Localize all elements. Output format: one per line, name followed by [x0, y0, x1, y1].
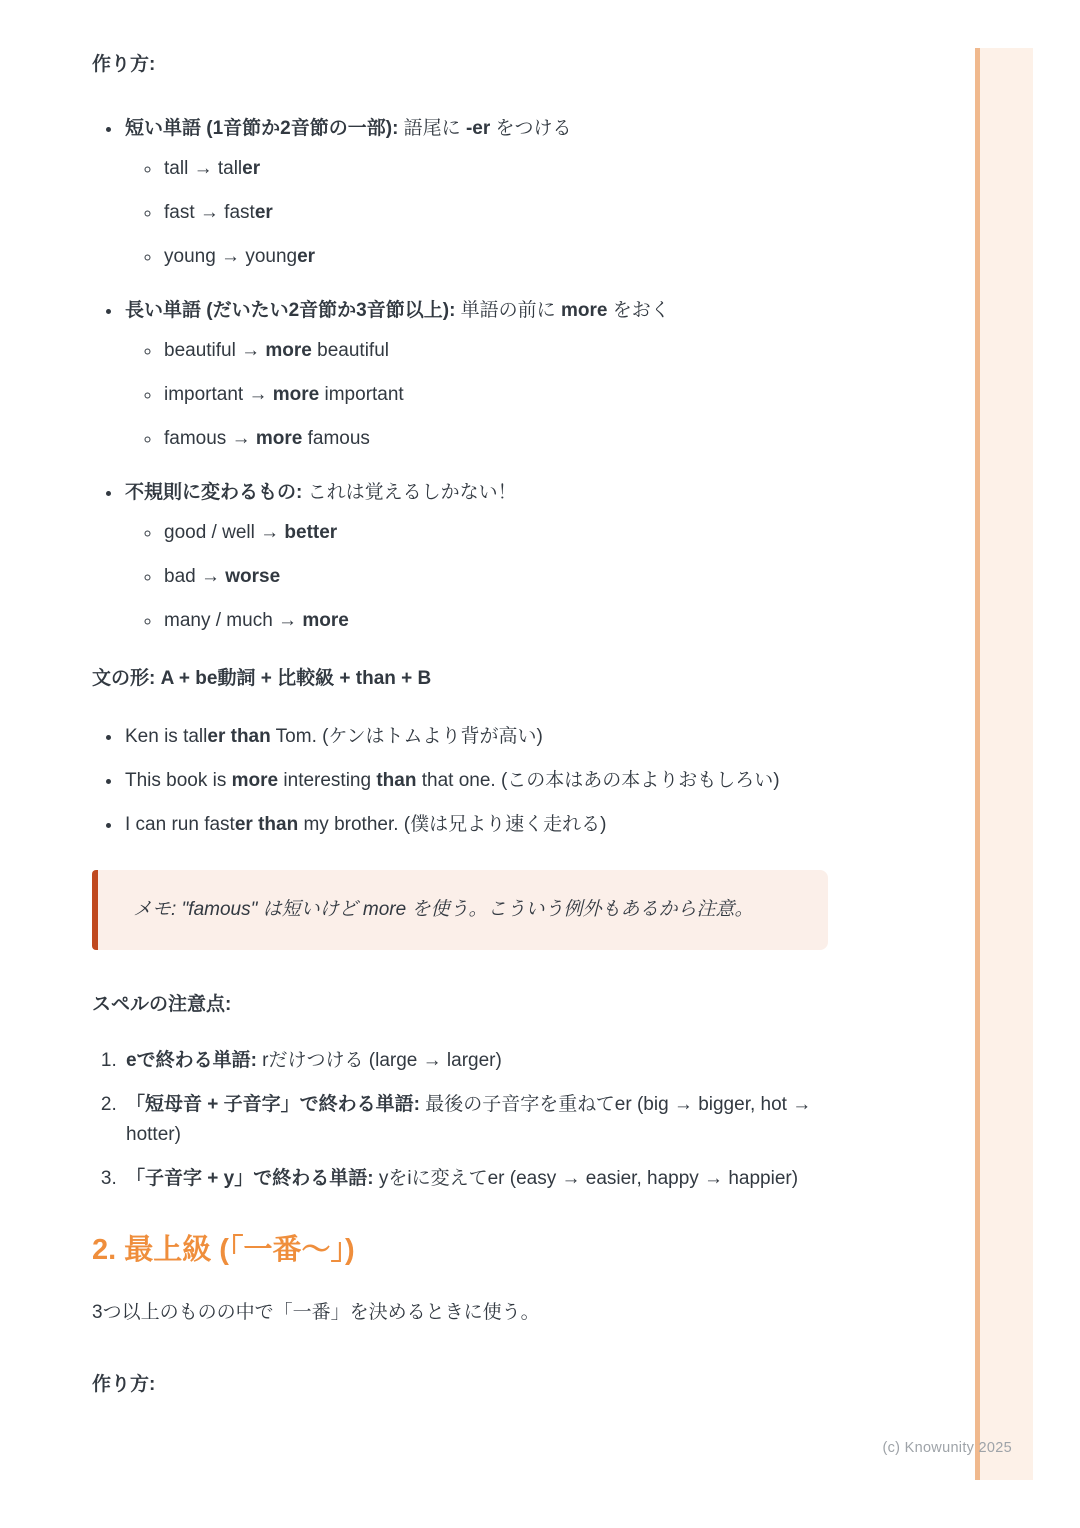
example-bold: more	[265, 340, 312, 362]
sentence-form-heading: 文の形: A + be動詞 + 比較級 + than + B	[92, 668, 432, 690]
spelling-rules-list	[92, 1046, 832, 1194]
spelling-rule-label: 「子音字 + y」で終わる単語:	[126, 1168, 374, 1190]
rule-short-tail: をつける	[490, 118, 572, 140]
sentence-example	[123, 766, 832, 796]
example-item	[162, 606, 832, 636]
example-bold: better	[284, 522, 338, 544]
seg: my brother. (僕は兄より速く走れる)	[298, 814, 607, 836]
spelling-notes-heading: スペルの注意点:	[92, 994, 232, 1016]
spelling-rule-text: yをiに変えてer (easy → easier, happy → happier)	[373, 1168, 799, 1190]
seg: Tom. (ケンはトムより背が高い)	[270, 726, 543, 748]
example-bold: worse	[225, 566, 281, 588]
rule-long-examples	[125, 336, 832, 454]
example-pre: fast → fast	[164, 202, 255, 224]
rule-long-more: more	[560, 300, 608, 322]
example-item	[162, 518, 832, 548]
spelling-rule	[122, 1090, 832, 1150]
example-item	[162, 380, 832, 410]
rule-irregular-label: 不規則に変わるもの:	[125, 482, 303, 504]
example-bold: er	[254, 202, 273, 224]
example-pre: famous →	[164, 428, 256, 450]
example-pre: important →	[164, 384, 273, 406]
example-post: famous	[302, 428, 370, 450]
seg-bold: er than	[207, 726, 271, 748]
rule-long-label: 長い単語 (だいたい2音節か3音節以上):	[125, 300, 456, 322]
spelling-rule-label: eで終わる単語:	[126, 1050, 257, 1072]
seg: Ken is tall	[125, 726, 208, 748]
seg: that one. (この本はあの本よりおもしろい)	[416, 770, 780, 792]
example-post: important	[319, 384, 404, 406]
superlative-section-heading: 2. 最上級 (「一番〜」)	[92, 1234, 355, 1267]
example-item	[162, 242, 832, 272]
spelling-rule-text: rだけつける (large → larger)	[256, 1050, 502, 1072]
example-bold: er	[297, 246, 316, 268]
rule-line	[125, 300, 670, 321]
example-bold: more	[272, 384, 320, 406]
sentence-example	[123, 722, 832, 752]
spelling-rule	[122, 1164, 832, 1194]
example-pre: young → young	[164, 246, 298, 268]
decorative-side-strip	[975, 48, 1033, 1480]
example-item	[162, 198, 832, 228]
howto-heading-2: 作り方:	[92, 1374, 156, 1396]
rule-short-words	[123, 114, 832, 272]
rule-long-tail: をおく	[607, 300, 670, 322]
rule-long-words	[123, 296, 832, 454]
rule-long-mid: 単語の前に	[455, 300, 561, 322]
seg: I can run fast	[125, 814, 235, 836]
example-pre: good / well →	[164, 522, 285, 544]
rule-short-label: 短い単語 (1音節か2音節の一部):	[125, 118, 399, 140]
example-item	[162, 154, 832, 184]
rule-short-examples	[125, 154, 832, 272]
spelling-rule	[122, 1046, 832, 1076]
example-item	[162, 336, 832, 366]
spelling-rule-text: 最後の子音字を重ねてer (big → bigger, hot → hotter)	[126, 1094, 812, 1146]
example-item	[162, 424, 832, 454]
superlative-description: 3つ以上のものの中で「一番」を決めるときに使う。	[92, 1302, 540, 1324]
document-content	[92, 50, 832, 1434]
example-bold: more	[302, 610, 349, 632]
rule-irregular-words	[123, 478, 832, 636]
spelling-rule-label: 「短母音 + 子音字」で終わる単語:	[126, 1094, 420, 1116]
howto-heading-1: 作り方:	[92, 54, 156, 75]
rule-short-mid: 語尾に	[398, 118, 466, 140]
example-post: beautiful	[311, 340, 389, 362]
seg: interesting	[278, 770, 377, 792]
memo-callout	[92, 870, 828, 950]
example-bold: more	[255, 428, 303, 450]
example-item	[162, 562, 832, 592]
rule-short-er: -er	[465, 118, 491, 140]
sentence-example	[123, 810, 832, 840]
seg: This book is	[125, 770, 232, 792]
example-pre: bad →	[164, 566, 226, 588]
memo-text: メモ: "famous" は短いけど more を使う。こういう例外もあるから注意。	[133, 899, 754, 921]
copyright-watermark: (c) Knowunity 2025	[882, 1440, 1012, 1456]
example-pre: many / much →	[164, 610, 303, 632]
rule-irregular-tail: これは覚えるしかない！	[302, 482, 517, 504]
example-bold: er	[242, 158, 261, 180]
example-pre: beautiful →	[164, 340, 266, 362]
example-pre: tall → tall	[164, 158, 243, 180]
sentence-examples-list	[92, 722, 832, 840]
seg-bold: more	[231, 770, 279, 792]
rule-irregular-examples	[125, 518, 832, 636]
seg-bold: than	[376, 770, 417, 792]
rule-line	[125, 482, 517, 503]
comparative-rules-list	[92, 114, 832, 636]
rule-line	[125, 118, 572, 139]
seg-bold: er than	[234, 814, 299, 836]
